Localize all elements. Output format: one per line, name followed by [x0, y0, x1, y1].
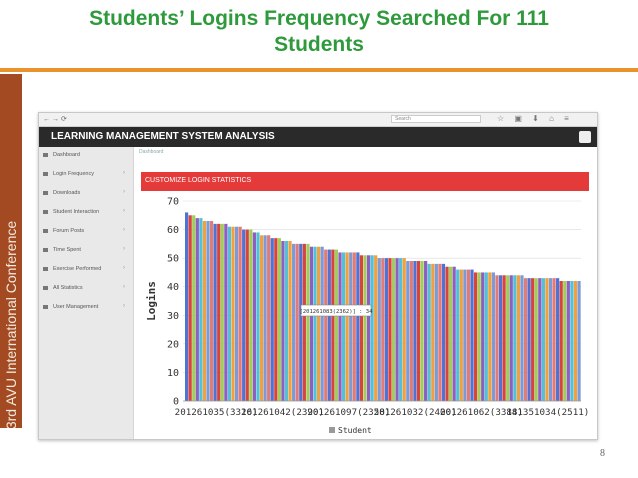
bar: [313, 247, 316, 401]
bar: [374, 255, 377, 401]
panel-title: CUSTOMIZE LOGIN STATISTICS: [145, 177, 252, 184]
bar: [338, 252, 341, 401]
sidebar-item-all-statistics[interactable]: [39, 280, 133, 298]
bar: [199, 218, 202, 401]
bar: [560, 281, 563, 401]
bar: [324, 250, 327, 401]
bar: [378, 258, 381, 401]
bar: [467, 270, 470, 401]
bar: [381, 258, 384, 401]
bar: [424, 261, 427, 401]
x-tick-label: 201261032(2400): [373, 407, 457, 418]
y-tick-label: 40: [166, 282, 179, 294]
bar: [253, 232, 256, 401]
bar: [299, 244, 302, 401]
bar: [285, 241, 288, 401]
bar: [556, 278, 559, 401]
y-tick-label: 0: [172, 396, 179, 408]
bar: [217, 224, 220, 401]
app-header: [39, 127, 597, 147]
y-axis-title: Logins: [145, 281, 158, 321]
bar: [453, 267, 456, 401]
sidebar-item-label: Dashboard: [53, 152, 80, 158]
bar: [203, 221, 206, 401]
toolbar-icons[interactable]: ☆ ▣ ⬇ ⌂ ≡: [497, 114, 573, 123]
y-tick-label: 50: [166, 253, 179, 265]
menu-bars-icon: [43, 210, 48, 214]
bar: [474, 272, 477, 401]
bar: [552, 278, 555, 401]
app-title: LEARNING MANAGEMENT SYSTEM ANALYSIS: [51, 131, 275, 142]
bar: [431, 264, 434, 401]
bar: [563, 281, 566, 401]
sidebar-item-forum-posts[interactable]: [39, 223, 133, 241]
bar: [288, 241, 291, 401]
conference-banner: [0, 74, 22, 428]
bar: [503, 275, 506, 401]
chevron-right-icon: ›: [123, 208, 125, 214]
bar: [445, 267, 448, 401]
bar: [242, 230, 245, 401]
sidebar-item-student-interaction[interactable]: [39, 204, 133, 222]
bar: [331, 250, 334, 401]
bar: [570, 281, 573, 401]
bar: [517, 275, 520, 401]
sidebar-item-label: All Statistics: [53, 285, 83, 291]
bar: [495, 275, 498, 401]
bar: [260, 235, 263, 401]
bar: [385, 258, 388, 401]
bar: [210, 221, 213, 401]
bar: [513, 275, 516, 401]
y-tick-label: 70: [166, 196, 179, 208]
bar: [574, 281, 577, 401]
tooltip-text: [201261083(2362)] : 34: [299, 309, 373, 315]
browser-window: [38, 112, 598, 440]
x-tick-label: 201261035(3316): [174, 407, 258, 418]
bar: [342, 252, 345, 401]
user-avatar-icon[interactable]: [579, 131, 591, 143]
slide-title-line1: Students’ Logins Frequency Searched For 111: [89, 7, 549, 30]
conference-banner-text: 3rd AVU International Conference: [3, 220, 19, 430]
bar: [524, 278, 527, 401]
sidebar-item-label: User Management: [53, 304, 99, 310]
bar: [420, 261, 423, 401]
bar: [545, 278, 548, 401]
bar: [310, 247, 313, 401]
bar: [267, 235, 270, 401]
breadcrumb[interactable]: Dashboard: [139, 149, 164, 155]
slide-title: [0, 6, 638, 58]
bar: [246, 230, 249, 401]
bar: [542, 278, 545, 401]
bar: [306, 244, 309, 401]
bar: [231, 227, 234, 401]
x-tick-label: 201261042(2390): [241, 407, 324, 418]
bar: [567, 281, 570, 401]
menu-bars-icon: [43, 286, 48, 290]
sidebar: [39, 147, 134, 439]
chevron-right-icon: ›: [123, 189, 125, 195]
bar: [456, 270, 459, 401]
bar: [192, 215, 195, 401]
y-tick-label: 30: [166, 310, 179, 322]
bar: [535, 278, 538, 401]
bar: [413, 261, 416, 401]
bar: [278, 238, 281, 401]
sidebar-item-label: Downloads: [53, 190, 81, 196]
bar: [296, 244, 299, 401]
legend-swatch: [329, 427, 335, 433]
main-content: [137, 147, 597, 439]
browser-toolbar: [39, 113, 597, 127]
y-tick-label: 10: [166, 367, 179, 379]
bar: [371, 255, 374, 401]
bar: [346, 252, 349, 401]
bar: [196, 218, 199, 401]
bar: [185, 212, 188, 401]
bar: [435, 264, 438, 401]
bar: [506, 275, 509, 401]
bar: [403, 258, 406, 401]
bar: [481, 272, 484, 401]
nav-buttons[interactable]: ←→⟳: [43, 116, 69, 123]
title-divider: [0, 68, 638, 72]
y-tick-label: 20: [166, 339, 179, 351]
bar: [281, 241, 284, 401]
bar: [303, 244, 306, 401]
bar: [549, 278, 552, 401]
sidebar-item-label: Login Frequency: [53, 171, 94, 177]
bar: [367, 255, 370, 401]
slide-title-line2: Students: [274, 33, 364, 56]
bar: [520, 275, 523, 401]
bar: [392, 258, 395, 401]
menu-bars-icon: [43, 305, 48, 309]
bar: [235, 227, 238, 401]
sidebar-item-user-management[interactable]: [39, 299, 133, 317]
bar: [406, 261, 409, 401]
sidebar-item-label: Student Interaction: [53, 209, 100, 215]
bar: [353, 252, 356, 401]
bar: [189, 215, 192, 401]
x-tick-label: 201261062(3318): [440, 407, 523, 418]
bar: [271, 238, 274, 401]
sidebar-item-login-frequency[interactable]: [39, 166, 133, 184]
bar: [410, 261, 413, 401]
bar: [460, 270, 463, 401]
bar: [321, 247, 324, 401]
bar: [363, 255, 366, 401]
x-tick-label: 841351034(2511): [506, 407, 590, 418]
bar: [317, 247, 320, 401]
bar: [263, 235, 266, 401]
bar: [328, 250, 331, 401]
bar: [224, 224, 227, 401]
bar: [438, 264, 441, 401]
sidebar-item-time-spent[interactable]: [39, 242, 133, 260]
chevron-right-icon: ›: [123, 303, 125, 309]
sidebar-item-label: Exercise Performed: [53, 266, 102, 272]
legend-label: Student: [338, 426, 372, 435]
bar: [256, 232, 259, 401]
bar: [417, 261, 420, 401]
sidebar-item-exercise-performed[interactable]: [39, 261, 133, 279]
sidebar-item-label: Forum Posts: [53, 228, 85, 234]
bar: [470, 270, 473, 401]
menu-bars-icon: [43, 248, 48, 252]
bar: [531, 278, 534, 401]
menu-bars-icon: [43, 191, 48, 195]
bar: [228, 227, 231, 401]
bar: [360, 255, 363, 401]
chevron-right-icon: ›: [123, 284, 125, 290]
page-number: 8: [600, 448, 605, 459]
bar: [274, 238, 277, 401]
sidebar-item-label: Time Spent: [53, 247, 81, 253]
bar: [527, 278, 530, 401]
bar: [206, 221, 209, 401]
bar: [349, 252, 352, 401]
chevron-right-icon: ›: [123, 170, 125, 176]
bar: [388, 258, 391, 401]
bar: [488, 272, 491, 401]
bar: [485, 272, 488, 401]
menu-bars-icon: [43, 229, 48, 233]
bar: [492, 272, 495, 401]
y-tick-label: 60: [166, 225, 179, 237]
bar: [428, 264, 431, 401]
bar: [249, 230, 252, 401]
bar: [442, 264, 445, 401]
sidebar-item-dashboard[interactable]: [39, 147, 133, 165]
panel-header: [141, 172, 589, 191]
login-frequency-chart: [141, 193, 591, 439]
menu-bars-icon: [43, 153, 48, 157]
bar: [577, 281, 580, 401]
chevron-right-icon: ›: [123, 265, 125, 271]
chevron-right-icon: ›: [123, 246, 125, 252]
search-box[interactable]: Search: [391, 115, 481, 123]
menu-bars-icon: [43, 267, 48, 271]
bar: [510, 275, 513, 401]
bar: [335, 250, 338, 401]
bar: [399, 258, 402, 401]
bar: [449, 267, 452, 401]
bar: [214, 224, 217, 401]
bar: [356, 252, 359, 401]
bar: [499, 275, 502, 401]
menu-bars-icon: [43, 172, 48, 176]
bar: [478, 272, 481, 401]
bar: [538, 278, 541, 401]
bar: [239, 227, 242, 401]
sidebar-item-downloads[interactable]: [39, 185, 133, 203]
bar: [292, 244, 295, 401]
bar: [221, 224, 224, 401]
bar: [463, 270, 466, 401]
address-bar[interactable]: [65, 116, 365, 123]
bar: [395, 258, 398, 401]
chevron-right-icon: ›: [123, 227, 125, 233]
x-tick-label: 201261097(2358): [307, 407, 391, 418]
